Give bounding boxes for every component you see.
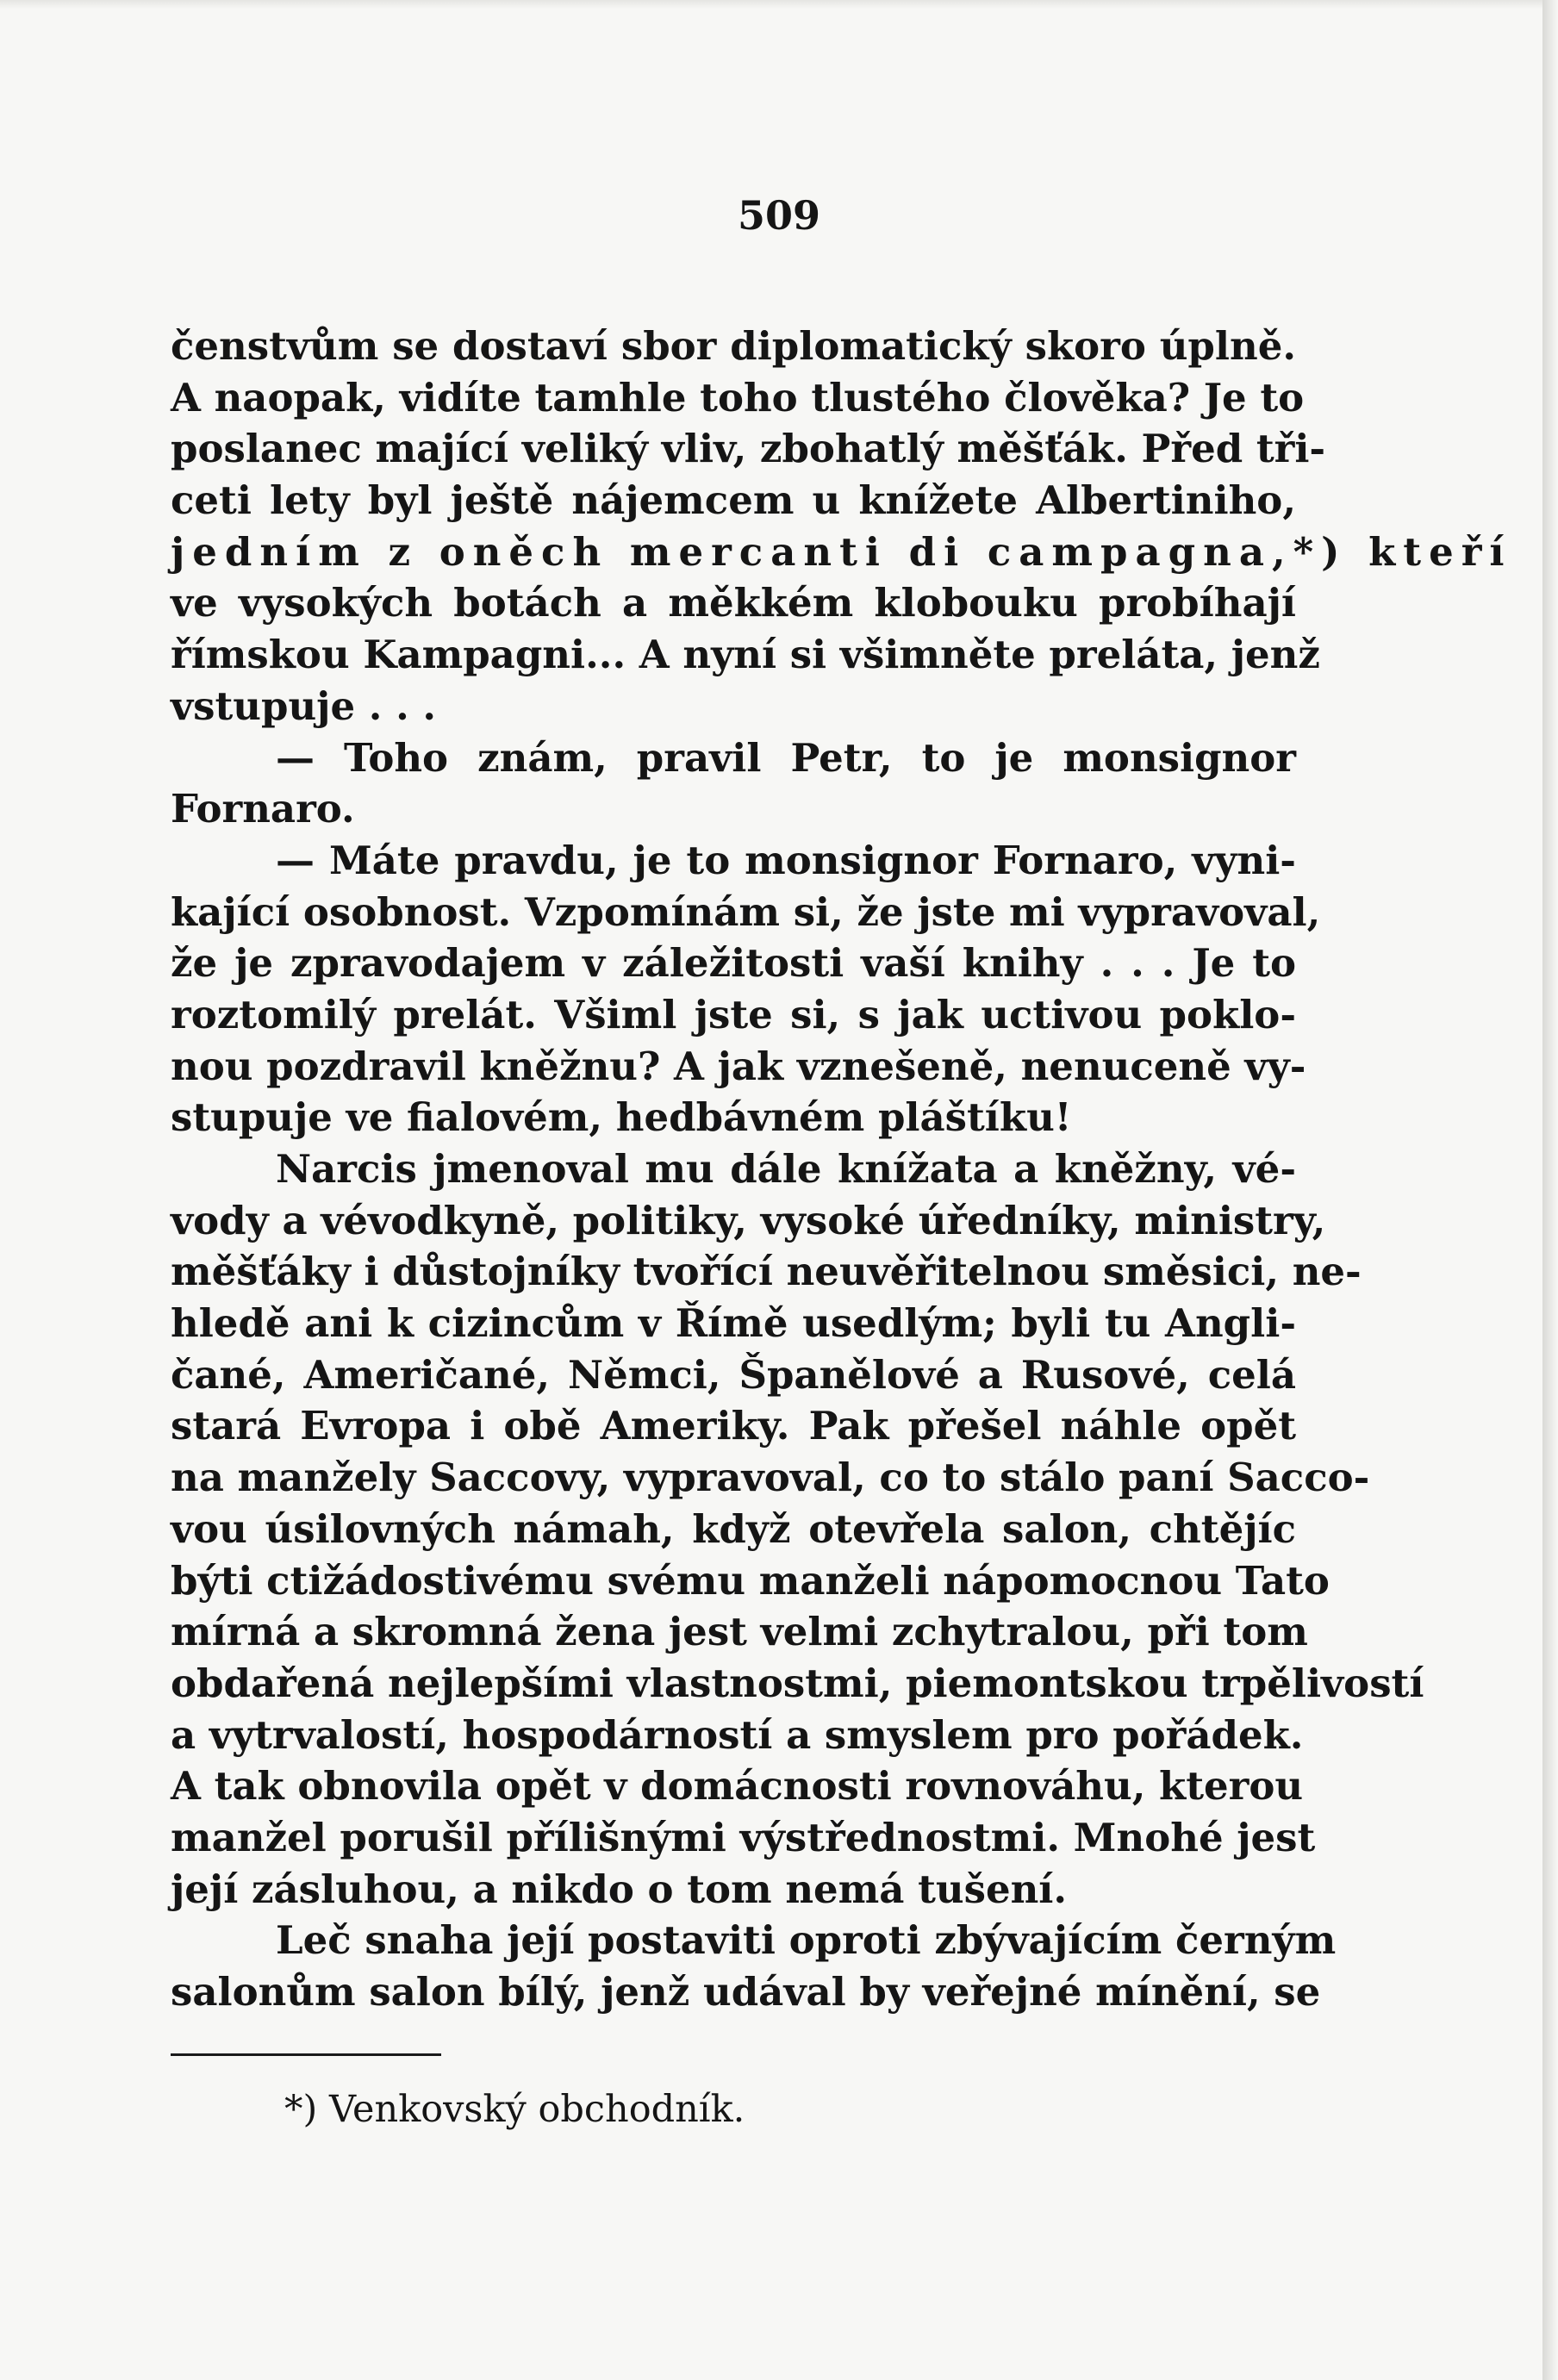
text-line: na manžely Saccovy, vypravoval, co to stálo paní Sacco- xyxy=(171,1455,1370,1501)
footnote-divider xyxy=(171,2053,441,2056)
text-line: býti ctižádostivému svému manželi nápomocnou Tato xyxy=(171,1557,1330,1604)
text-line: salonům salon bílý, jenž udával by veřejné mínění, se xyxy=(171,1969,1321,2015)
text-line: čané, Američané, Němci, Španělové a Rusové, celá xyxy=(171,1351,1296,1398)
text-line: jedním z oněch mercanti di campagna,*) kteří xyxy=(171,528,1512,575)
page-right-shadow xyxy=(1542,0,1558,2380)
text-line: její zásluhou, a nikdo o tom nemá tušení. xyxy=(171,1866,1068,1912)
text-line: ve vysokých botách a měkkém klobouku probíhají xyxy=(171,580,1296,626)
text-line: vstupuje . . . xyxy=(171,682,437,729)
text-line: ceti lety byl ještě nájemcem u knížete Albertiniho, xyxy=(171,477,1296,524)
text-line: Fornaro. xyxy=(171,786,355,832)
text-line: měšťáky i důstojníky tvořící neuvěřitelnou směsici, ne- xyxy=(171,1249,1362,1295)
text-line: roztomilý prelát. Všiml jste si, s jak uctivou poklo- xyxy=(171,991,1296,1037)
text-line: stará Evropa i obě Ameriky. Pak přešel náhle opět xyxy=(171,1403,1296,1449)
text-line: Leč snaha její postaviti oproti zbývajícím černým xyxy=(276,1917,1337,1964)
text-line: — Máte pravdu, je to monsignor Fornaro, vyni- xyxy=(276,837,1296,883)
text-line: římskou Kampagni... A nyní si všimněte preláta, jenž xyxy=(171,632,1320,678)
page-number: 509 xyxy=(737,192,821,239)
text-line: stupuje ve fialovém, hedbávném pláštíku! xyxy=(171,1094,1072,1141)
footnote: *) Venkovský obchodník. xyxy=(284,2088,745,2131)
text-line: poslanec mající veliký vliv, zbohatlý měšťák. Před tři- xyxy=(171,426,1326,472)
text-line: a vytrvalostí, hospodárností a smyslem pro pořádek. xyxy=(171,1711,1304,1758)
text-line: že je zpravodajem v záležitosti vaší knihy . . . Je to xyxy=(171,940,1296,987)
text-line: kající osobnost. Vzpomínám si, že jste mi vypravoval, xyxy=(171,888,1321,935)
text-line: obdařená nejlepšími vlastnostmi, piemontskou trpělivostí xyxy=(171,1660,1424,1706)
text-line: mírná a skromná žena jest velmi zchytralou, při tom xyxy=(171,1609,1308,1655)
text-line: A tak obnovila opět v domácnosti rovnováhu, kterou xyxy=(171,1763,1304,1810)
body-text xyxy=(171,321,1512,2018)
text-line: A naopak, vidíte tamhle toho tlustého člověka? Je to xyxy=(171,374,1305,421)
text-line: — Toho znám, pravil Petr, to je monsignor xyxy=(276,734,1296,781)
text-line: manžel porušil přílišnými výstřednostmi. Mnohé jest xyxy=(171,1814,1316,1860)
text-line: nou pozdravil kněžnu? A jak vznešeně, nenuceně vy- xyxy=(171,1043,1306,1089)
text-line: vou úsilovných námah, když otevřela salon, chtějíc xyxy=(171,1505,1296,1552)
text-line: hledě ani k cizincům v Římě usedlým; byli tu Angli- xyxy=(171,1300,1296,1347)
text-line: Narcis jmenoval mu dále knížata a kněžny, vé- xyxy=(276,1146,1296,1192)
text-line: čenstvům se dostaví sbor diplomatický skoro úplně. xyxy=(171,323,1296,369)
text-line: vody a vévodkyně, politiky, vysoké úředníky, ministry, xyxy=(171,1197,1326,1243)
page-top-shadow xyxy=(0,0,1558,9)
